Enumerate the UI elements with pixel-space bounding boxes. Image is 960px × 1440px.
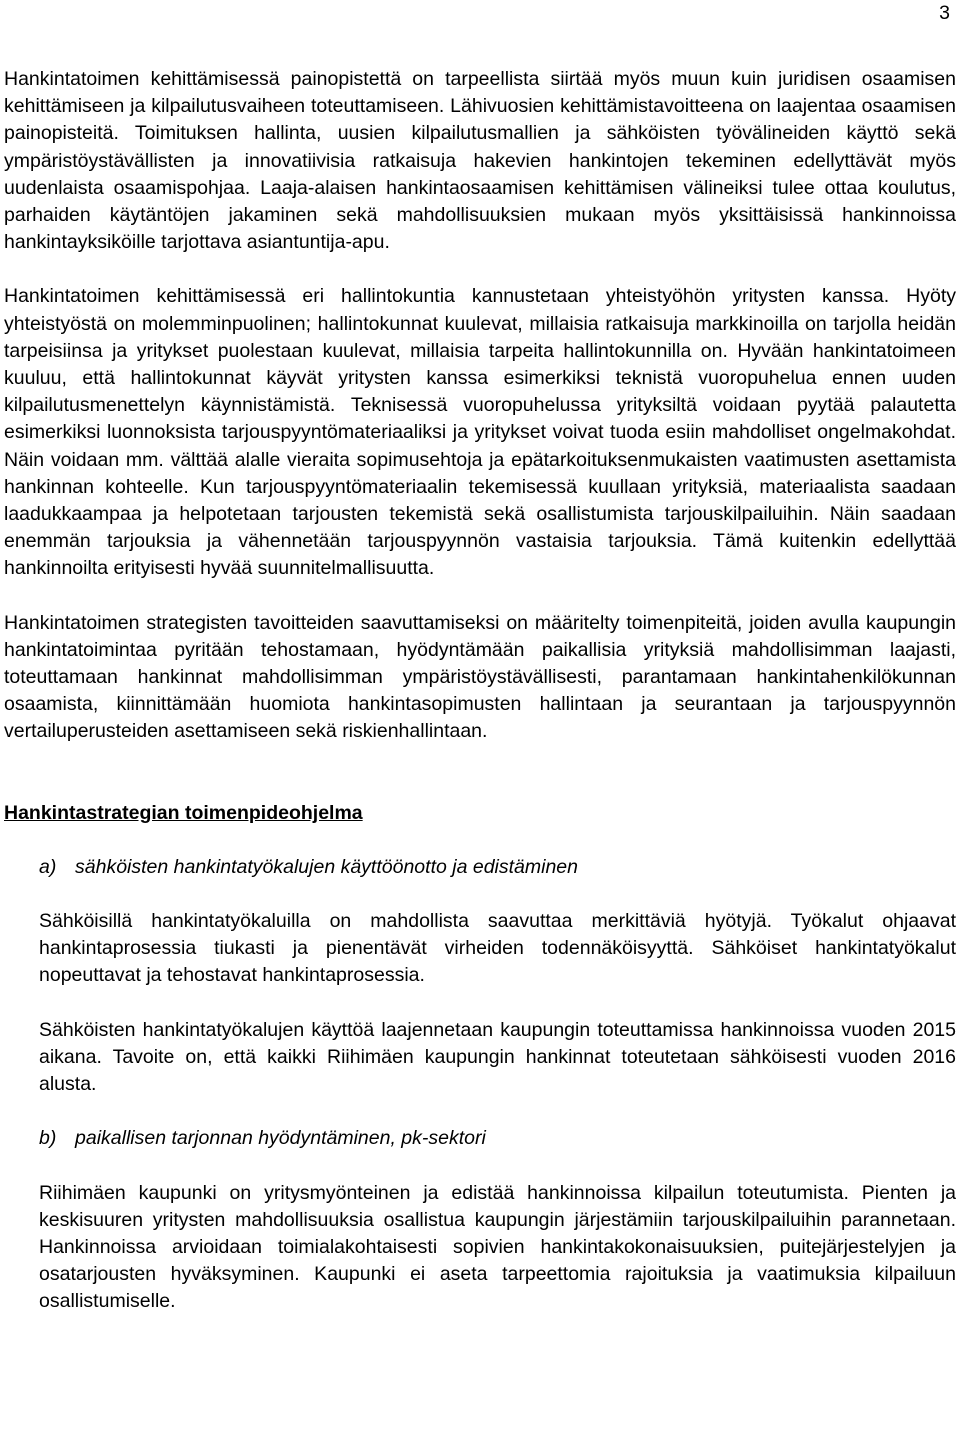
item-a-paragraph-1: Sähköisillä hankintatyökaluilla on mahdollista saavuttaa merkittäviä hyötyjä. Työkalut ohjaavat hankintaprosessia tiukasti ja pienentävät virheiden todennäköisyyttä. Sähköiset hankintatyökalut nopeuttavat ja tehostavat hankintaprosessia. xyxy=(39,910,956,987)
page-number: 3 xyxy=(939,2,950,24)
paragraph-strategic-measures: Hankintatoimen strategisten tavoitteiden saavuttamiseksi on määritelty toimenpiteitä, joiden avulla kaupungin hankintatoimintaa pyritään tehostamaan, hyödyntämään paikallisia yrityksiä mahdollisimman laajasti, toteuttamaan hankinnat mahdollisimman ympäristöystävällisesti, parantamaan hankintahenkilökunnan osaamista, kiinnittämään huomiota hankintasopimusten hallintaan ja seurantaan ja tarjouspyynnön vertailuperusteiden asettamiseen sekä riskienhallintaan. xyxy=(4,611,956,743)
item-b-paragraph-1: Riihimäen kaupunki on yritysmyönteinen ja edistää hankinnoissa kilpailun toteutumista. Pienten ja keskisuuren yritysten mahdollisuuksia osallistua kaupungin järjestämiin tarjouskilpailuihin parannetaan. Hankinnoissa arvioidaan toimialakohtaisesti sopivien hankintakokonaisuuksien, puitejärjestelyjen ja osatarjousten hyväksyminen. Kaupunki ei aseta tarpeettomia rajoituksia ja vaatimuksia kilpailuun osallistumiselle. xyxy=(39,1181,956,1313)
paragraph-competence-development: Hankintatoimen kehittämisessä painopistettä on tarpeellista siirtää myös muun kuin juridisen osaamisen kehittämiseen ja kilpailutusvaiheen toteuttamiseen. Lähivuosien kehittämistavoitteena on laajentaa osaamisen painopisteitä. Toimituksen hallinta, uusien kilpailutusmallien ja sähköisten työvälineiden käyttö sekä ympäristöystävällisten ja innovatiivisia ratkaisuja hakevien hankintojen tekeminen edellyttävät myös uudenlaista osaamispohjaa. Laaja-alaisen hankintaosaamisen kehittämisen välineiksi tulee ottaa koulutus, parhaiden käytäntöjen jakaminen sekä mahdollisuuksien mukaan myös yksittäisissä hankinnoissa hankintayksiköille tarjottava asiantuntija-apu. xyxy=(4,68,956,254)
item-a-paragraph-2: Sähköisten hankintatyökalujen käyttöä laajennetaan kaupungin toteuttamissa hankinnoissa vuoden 2015 aikana. Tavoite on, että kaikki Riihimäen kaupungin hankinnat toteutetaan sähköisesti vuoden 2016 alusta. xyxy=(39,1018,956,1096)
item-a-heading xyxy=(39,854,956,881)
item-a-letter: a) xyxy=(39,855,57,878)
document-body xyxy=(4,66,956,1316)
item-a-title: sähköisten hankintatyökalujen käyttöönotto ja edistäminen xyxy=(75,855,578,878)
section-heading: Hankintastrategian toimenpideohjelma xyxy=(4,801,363,824)
paragraph-business-cooperation: Hankintatoimen kehittämisessä eri hallintokuntia kannustetaan yhteistyöhön yritysten kanssa. Hyöty yhteistyöstä on molemminpuolinen; hallintokunnat kuulevat, millaisia ratkaisuja markkinoilla on tarjolla heidän tarpeisiinsa ja yritykset puolestaan kuulevat, millaisia tarpeita hallintokunnilla on. Hyvään hankintatoimeen kuuluu, että hallintokunnat käyvät yritysten kanssa esimerkiksi teknistä vuoropuhelua ennen uuden kilpailutusmenettelyn käynnistämistä. Teknisessä vuoropuhelussa yrityksiltä voidaan pyytää palautetta esimerkiksi luonnoksista tarjouspyyntömateriaaliksi ja yritykset voivat tuoda esiin mahdolliset ongelmakohdat. Näin voidaan mm. välttää alalle vieraita sopimusehtoja ja epätarkoituksenmukaisten vaatimusten asettamista hankinnan kohteelle. Kun tarjouspyyntömateriaalin tekemisessä kuullaan yrityksiä, materiaalista saadaan laadukkaampaa ja helpotetaan tarjousten tekemistä sekä osallistumista tarjouskilpailuihin. Näin saadaan enemmän tarjouksia ja vähennetään tarjouspyynnön vastaisia tarjouksia. Tämä kuitenkin edellyttää hankinnoilta erityisesti hyvää suunnitelmallisuutta. xyxy=(4,285,956,580)
item-b-title: paikallisen tarjonnan hyödyntäminen, pk-sektori xyxy=(75,1127,486,1150)
item-b-heading xyxy=(39,1125,956,1152)
item-b-letter: b) xyxy=(39,1127,57,1150)
